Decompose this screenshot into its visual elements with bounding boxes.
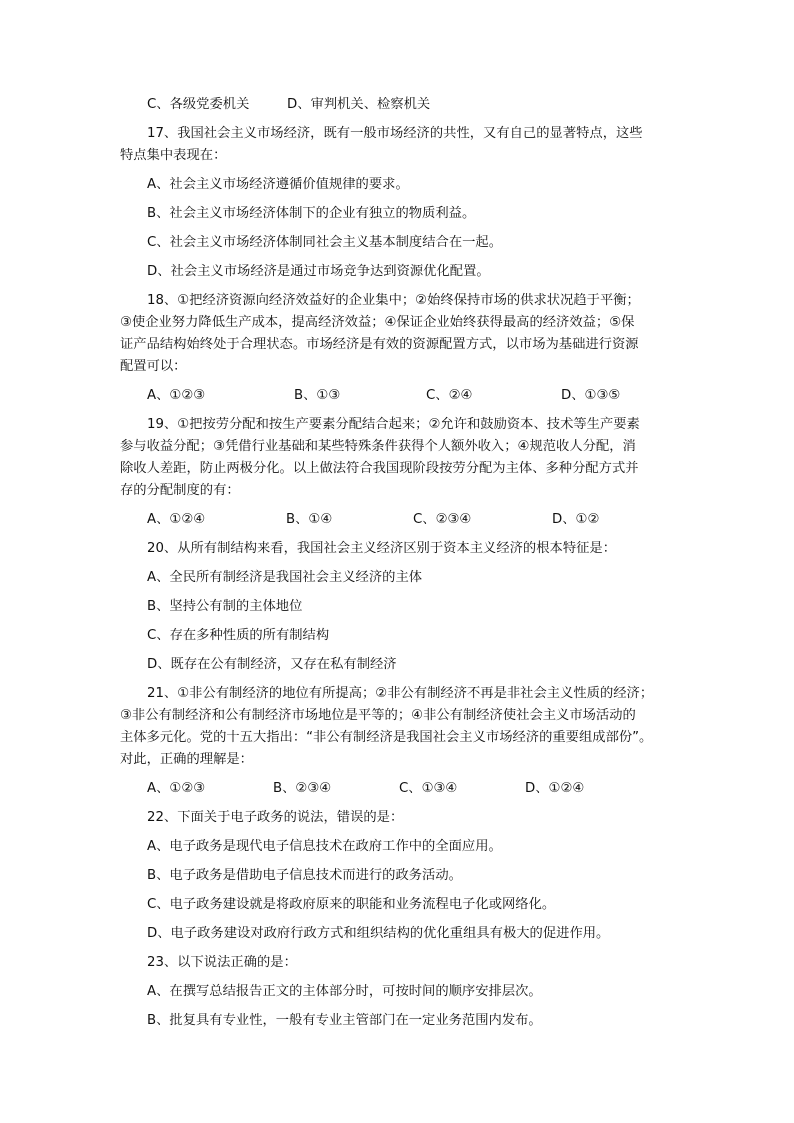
q20-option-d: D、既存在公有制经济，又存在私有制经济 bbox=[147, 657, 397, 672]
q19-stem-line: 参与收益分配；③凭借行业基础和某些特殊条件获得个人额外收入；④规范收人分配，消 bbox=[120, 439, 636, 454]
q17-option-c: C、社会主义市场经济体制同社会主义基本制度结合在一起。 bbox=[147, 235, 503, 250]
q21-option-a: A、①②③ bbox=[147, 781, 206, 796]
q22-stem: 22、下面关于电子政务的说法，错误的是： bbox=[147, 810, 404, 825]
q18-option-a: A、①②③ bbox=[147, 388, 206, 403]
q20-option-c: C、存在多种性质的所有制结构 bbox=[147, 628, 330, 643]
q18-stem bbox=[120, 290, 678, 378]
q21-option-b: B、②③④ bbox=[273, 781, 332, 796]
q20-option-b: B、坚持公有制的主体地位 bbox=[147, 599, 303, 614]
q16-option-d: D、审判机关、检察机关 bbox=[287, 97, 431, 112]
q17-option-b: B、社会主义市场经济体制下的企业有独立的物质利益。 bbox=[147, 206, 476, 221]
q19-stem-line: 19、①把按劳分配和按生产要素分配结合起来；②允许和鼓励资本、技术等生产要素 bbox=[147, 417, 640, 432]
q21-options bbox=[120, 778, 678, 800]
q16-option-c: C、各级党委机关 bbox=[147, 97, 250, 112]
q18-stem-line: 配置可以： bbox=[120, 359, 187, 374]
q18-option-d: D、①③⑤ bbox=[561, 388, 621, 403]
q21-option-d: D、①②④ bbox=[525, 781, 585, 796]
q19-option-c: C、②③④ bbox=[413, 512, 472, 527]
q23-stem: 23、以下说法正确的是： bbox=[147, 955, 297, 970]
q18-stem-line: ③使企业努力降低生产成本，提高经济效益；④保证企业始终获得最高的经济效益；⑤保 bbox=[120, 315, 635, 330]
q17-option-d: D、社会主义市场经济是通过市场竞争达到资源优化配置。 bbox=[147, 264, 490, 279]
q17-stem-line: 特点集中表现在： bbox=[120, 148, 227, 163]
q21-option-c: C、①③④ bbox=[399, 781, 458, 796]
q17-stem-line: 17、我国社会主义市场经济，既有一般市场经济的共性，又有自己的显著特点，这些 bbox=[147, 126, 643, 141]
q20-stem: 20、从所有制结构来看，我国社会主义经济区别于资本主义经济的根本特征是： bbox=[147, 541, 617, 556]
q19-stem-line: 除收人差距，防止两极分化。以上做法符合我国现阶段按劳分配为主体、多种分配方式并 bbox=[120, 461, 639, 476]
q23-option-a: A、在撰写总结报告正文的主体部分时，可按时间的顺序安排层次。 bbox=[147, 984, 542, 999]
q19-options bbox=[120, 509, 678, 531]
q18-option-c: C、②④ bbox=[426, 388, 473, 403]
q18-stem-line: 18、①把经济资源向经济效益好的企业集中；②始终保持市场的供求状况趋于平衡； bbox=[147, 293, 640, 308]
q22-option-d: D、电子政务建设对政府行政方式和组织结构的优化重组具有极大的促进作用。 bbox=[147, 926, 610, 941]
q16-options bbox=[120, 94, 678, 116]
q21-stem bbox=[120, 683, 678, 771]
q21-stem-line: 对此，正确的理解是： bbox=[120, 752, 253, 767]
q21-stem-line: 主体多元化。党的十五大指出：“非公有制经济是我国社会主义市场经济的重要组成部份”。 bbox=[120, 730, 653, 745]
q20-option-a: A、全民所有制经济是我国社会主义经济的主体 bbox=[147, 570, 423, 585]
q19-stem bbox=[120, 414, 678, 502]
page-content bbox=[120, 94, 678, 1039]
q21-stem-line: ③非公有制经济和公有制经济市场地位是平等的；④非公有制经济使社会主义市场活动的 bbox=[120, 708, 636, 723]
q19-option-b: B、①④ bbox=[286, 512, 333, 527]
q19-stem-line: 存的分配制度的有： bbox=[120, 483, 240, 498]
q18-option-b: B、①③ bbox=[294, 388, 341, 403]
q22-option-b: B、电子政务是借助电子信息技术而进行的政务活动。 bbox=[147, 868, 462, 883]
q18-options bbox=[120, 385, 678, 407]
q17-option-a: A、社会主义市场经济遵循价值规律的要求。 bbox=[147, 177, 409, 192]
q19-option-a: A、①②④ bbox=[147, 512, 206, 527]
q22-option-c: C、电子政务建设就是将政府原来的职能和业务流程电子化或网络化。 bbox=[147, 897, 556, 912]
q19-option-d: D、①② bbox=[552, 512, 600, 527]
q21-stem-line: 21、①非公有制经济的地位有所提高；②非公有制经济不再是非社会主义性质的经济； bbox=[147, 686, 654, 701]
q18-stem-line: 证产品结构始终处于合理状态。市场经济是有效的资源配置方式，以市场为基础进行资源 bbox=[120, 337, 639, 352]
q17-stem bbox=[120, 123, 678, 167]
q22-option-a: A、电子政务是现代电子信息技术在政府工作中的全面应用。 bbox=[147, 839, 502, 854]
q23-option-b: B、批复具有专业性，一般有专业主管部门在一定业务范围内发布。 bbox=[147, 1013, 542, 1028]
